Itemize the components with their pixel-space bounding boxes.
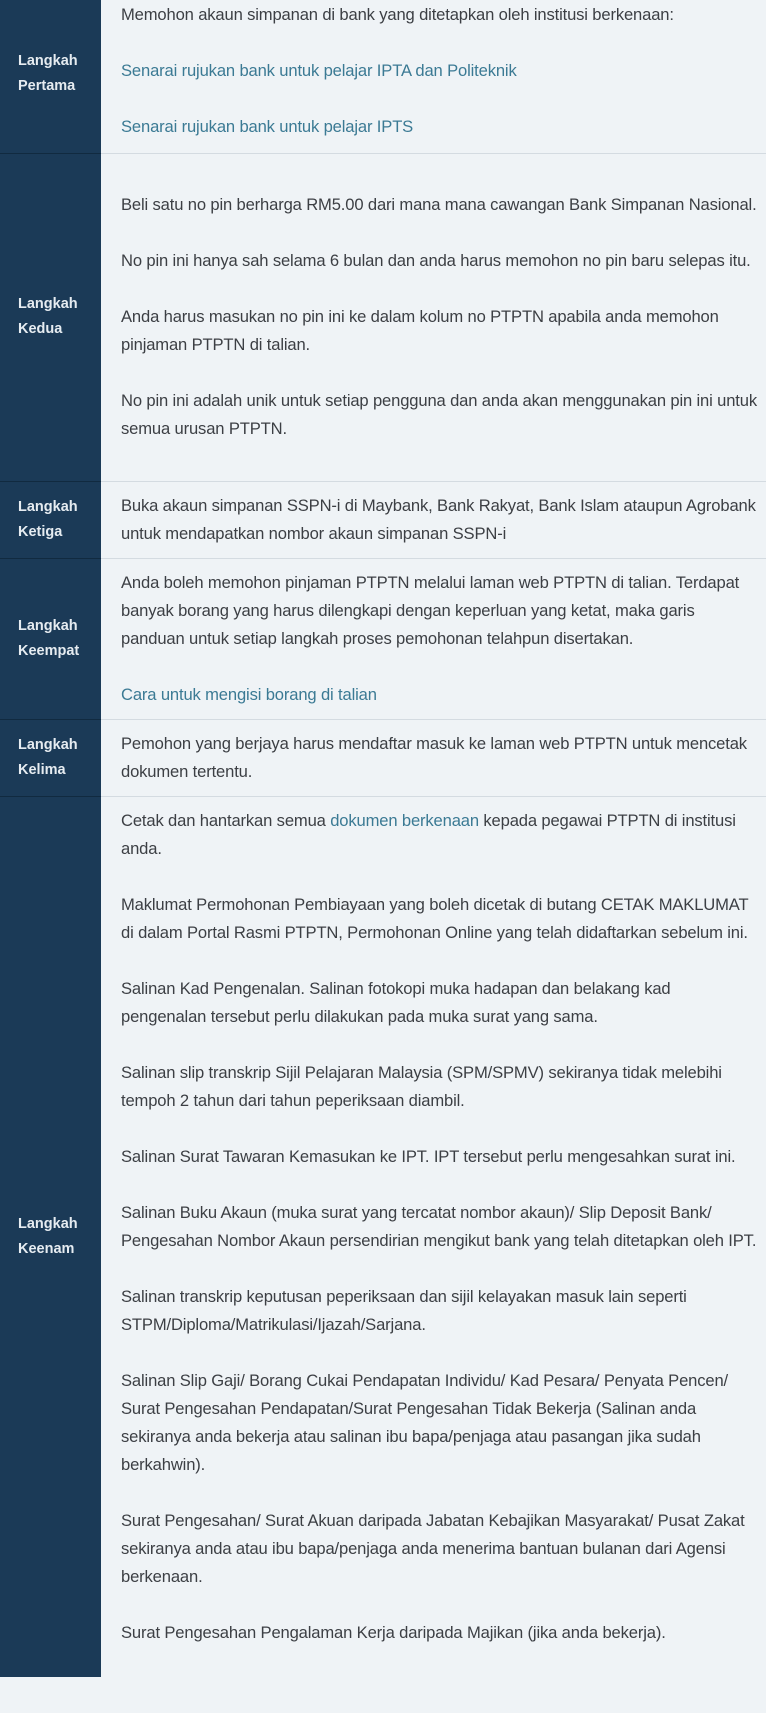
step-label — [0, 796, 101, 1677]
step-body — [101, 481, 766, 558]
link-bank-list-ipta-politeknik[interactable]: Senarai rujukan bank untuk pelajar IPTA dan Politeknik — [121, 61, 517, 81]
step-text: No pin ini adalah unik untuk setiap pengguna dan anda akan menggunakan pin ini untuk semua urusan PTPTN. — [121, 391, 757, 438]
step-row-ketiga — [0, 481, 766, 558]
document-item: Salinan Kad Pengenalan. Salinan fotokopi muka hadapan dan belakang kad pengenalan tersebut perlu dilakukan pada muka surat yang sama. — [121, 978, 671, 1026]
step-text: Memohon akaun simpanan di bank yang ditetapkan oleh institusi berkenaan: — [121, 5, 674, 25]
step-body — [101, 558, 766, 719]
document-item: Salinan Surat Tawaran Kemasukan ke IPT. IPT tersebut perlu mengesahkan surat ini. — [121, 1146, 736, 1166]
link-bank-list-ipts[interactable]: Senarai rujukan bank untuk pelajar IPTS — [121, 117, 414, 137]
step-label — [0, 558, 101, 719]
step-text: No pin ini hanya sah selama 6 bulan dan anda harus memohon no pin baru selepas itu. — [121, 251, 751, 270]
step-label — [0, 0, 101, 153]
step-label-line1: Langkah — [18, 296, 78, 312]
step-label-line2: Kelima — [18, 761, 66, 778]
step-label-line1: Langkah — [18, 617, 78, 634]
step-body — [101, 0, 766, 153]
document-item: Maklumat Permohonan Pembiayaan yang boleh dicetak di butang CETAK MAKLUMAT di dalam Portal Rasmi PTPTN, Permohonan Online yang telah didaftarkan sebelum ini. — [121, 894, 749, 942]
step-row-pertama — [0, 0, 766, 153]
document-item: Salinan Slip Gaji/ Borang Cukai Pendapatan Individu/ Kad Pesara/ Penyata Pencen/ Surat Pengesahan Pendapatan/Surat Pengesahan Tidak Bekerja (Salinan anda sekiranya anda bekerja atau salinan ibu bapa/penjaga atau pasangan jika sudah berkahwin). — [121, 1370, 728, 1474]
document-item: Salinan Buku Akaun (muka surat yang tercatat nombor akaun)/ Slip Deposit Bank/ Pengesahan Nombor Akaun persendirian mengikut bank yang telah ditetapkan oleh IPT. — [121, 1202, 757, 1250]
step-row-kelima — [0, 719, 766, 796]
step-label-line2: Kedua — [18, 321, 63, 337]
step-row-keempat — [0, 558, 766, 719]
step-intro: Cetak dan hantarkan semua dokumen berkenaan kepada pegawai PTPTN di institusi anda. — [121, 810, 736, 858]
document-item: Salinan transkrip keputusan peperiksaan dan sijil kelayakan masuk lain seperti STPM/Diploma/Matrikulasi/Ijazah/Sarjana. — [121, 1286, 687, 1334]
step-label-line2: Ketiga — [18, 523, 63, 540]
step-label — [0, 481, 101, 558]
document-item: Surat Pengesahan Pengalaman Kerja daripada Majikan (jika anda bekerja). — [121, 1622, 666, 1642]
step-row-kedua — [0, 153, 766, 481]
step-text: Pemohon yang berjaya harus mendaftar masuk ke laman web PTPTN untuk mencetak dokumen tertentu. — [121, 733, 747, 781]
step-body — [101, 719, 766, 796]
step-label — [0, 719, 101, 796]
document-item: Salinan slip transkrip Sijil Pelajaran Malaysia (SPM/SPMV) sekiranya tidak melebihi tempoh 2 tahun dari tahun peperiksaan diambil. — [121, 1062, 722, 1110]
step-text: Anda boleh memohon pinjaman PTPTN melalui laman web PTPTN di talian. Terdapat banyak borang yang harus dilengkapi dengan keperluan yang ketat, maka garis panduan untuk setiap langkah proses pemohonan telahpun disertakan. — [121, 572, 740, 648]
step-label-line1: Langkah — [18, 1215, 78, 1232]
step-body — [101, 153, 766, 481]
step-label — [0, 153, 101, 481]
link-online-form-guide[interactable]: Cara untuk mengisi borang di talian — [121, 684, 377, 704]
step-text: Beli satu no pin berharga RM5.00 dari mana mana cawangan Bank Simpanan Nasional. — [121, 195, 757, 214]
document-item: Surat Pengesahan/ Surat Akuan daripada Jabatan Kebajikan Masyarakat/ Pusat Zakat sekiranya anda atau ibu bapa/penjaga anda menerima bantuan bulanan dari Agensi berkenaan. — [121, 1510, 745, 1586]
step-label-line1: Langkah — [18, 498, 78, 515]
step-text: Anda harus masukan no pin ini ke dalam kolum no PTPTN apabila anda memohon pinjaman PTPTN di talian. — [121, 307, 719, 354]
step-body — [101, 796, 766, 1677]
step-label-line2: Keempat — [18, 642, 80, 659]
step-text: Buka akaun simpanan SSPN-i di Maybank, Bank Rakyat, Bank Islam ataupun Agrobank untuk mendapatkan nombor akaun simpanan SSPN-i — [121, 495, 756, 543]
step-label-line2: Keenam — [18, 1240, 75, 1257]
step-label-line1: Langkah — [18, 53, 78, 70]
link-dokumen-berkenaan[interactable]: dokumen berkenaan — [330, 810, 479, 830]
step-label-line2: Pertama — [18, 78, 76, 95]
step-label-line1: Langkah — [18, 736, 78, 753]
step-row-keenam — [0, 796, 766, 1677]
